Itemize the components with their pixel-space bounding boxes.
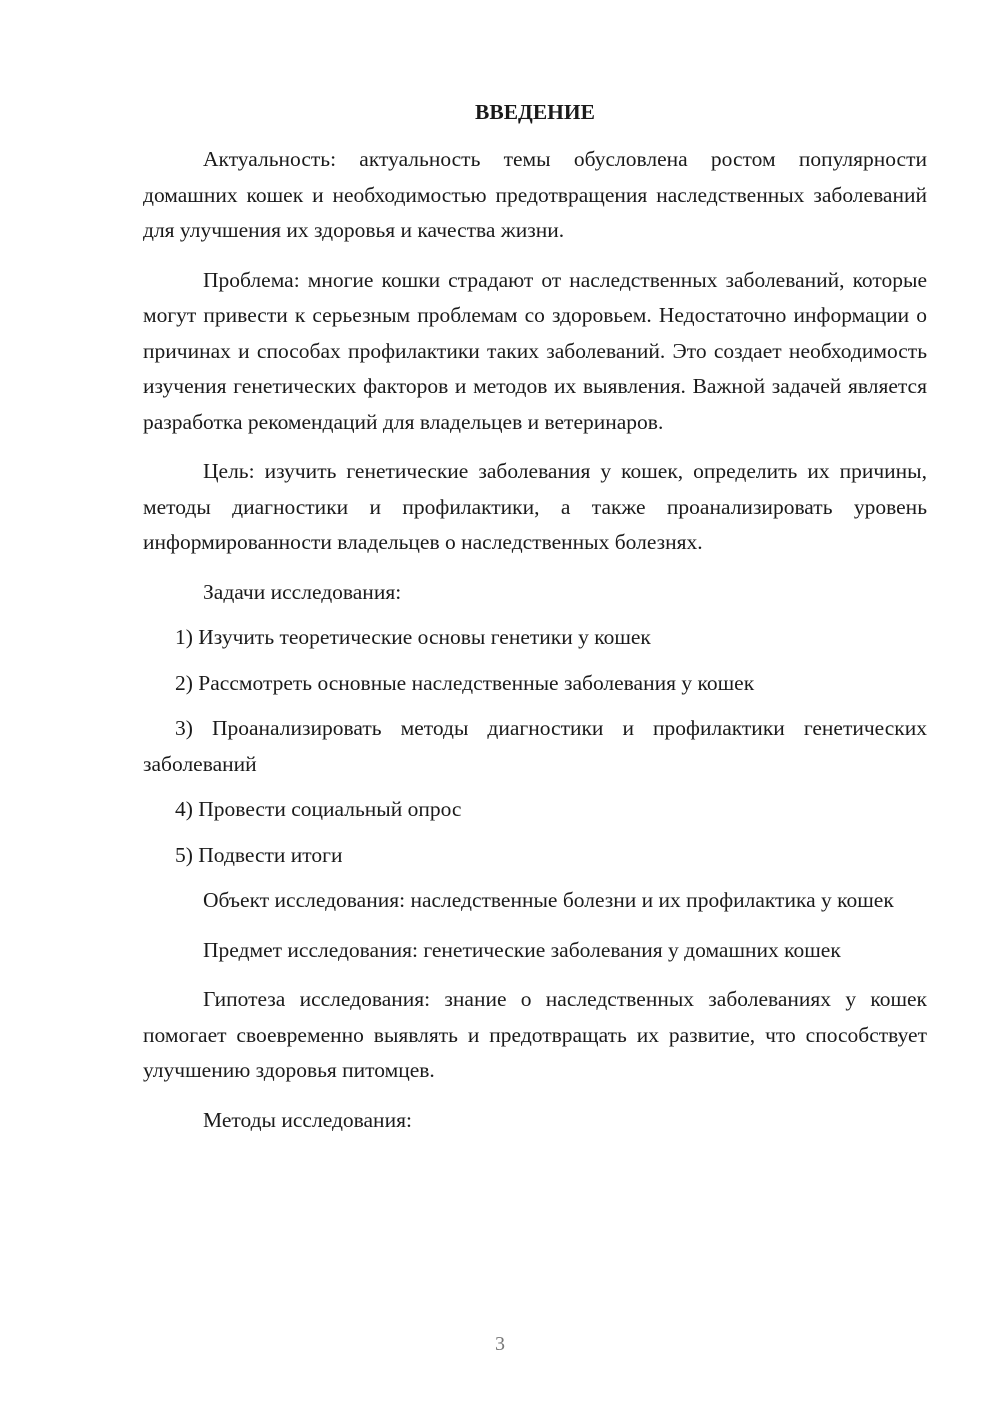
task-item-3: 3) Проанализировать методы диагностики и профилактики генетических заболеваний (143, 716, 927, 776)
goal-paragraph: Цель: изучить генетические заболевания у кошек, определить их причины, методы диагностики и профилактики, а также проанализировать уровень информированности владельцев о наследственных болезнях. (143, 459, 927, 554)
methods-paragraph: Методы исследования: (203, 1107, 412, 1132)
task-item-1: 1) Изучить теоретические основы генетики у кошек (175, 625, 651, 649)
task-item-4: 4) Провести социальный опрос (175, 797, 462, 821)
task-item-2: 2) Рассмотреть основные наследственные заболевания у кошек (175, 670, 755, 695)
object-paragraph: Объект исследования: наследственные болезни и их профилактика у кошек (203, 888, 894, 912)
problem-paragraph: Проблема: многие кошки страдают от наследственных заболеваний, которые могут привести к серьезным проблемам со здоровьем. Недостаточно информации о причинах и способах профилактики таких заболеваний. Это создает необходимость изучения генетических факторов и методов их выявления. Важной задачей является разработка рекомендаций для владельцев и ветеринаров. (143, 267, 927, 434)
tasks-heading: Задачи исследования: (203, 579, 402, 604)
hypothesis-paragraph: Гипотеза исследования: знание о наследственных заболеваниях у кошек помогает своевременно выявлять и предотвращать их развитие, что способствует улучшению здоровья питомцев. (143, 987, 927, 1082)
section-title: ВВЕДЕНИЕ (475, 100, 595, 124)
document-page (143, 95, 927, 1152)
relevance-paragraph: Актуальность: актуальность темы обусловлена ростом популярности домашних кошек и необходимостью предотвращения наследственных заболеваний для улучшения их здоровья и качества жизни. (143, 147, 927, 242)
task-item-5: 5) Подвести итоги (175, 842, 343, 867)
page-number: 3 (495, 1333, 505, 1355)
subject-paragraph: Предмет исследования: генетические заболевания у домашних кошек (203, 937, 841, 962)
